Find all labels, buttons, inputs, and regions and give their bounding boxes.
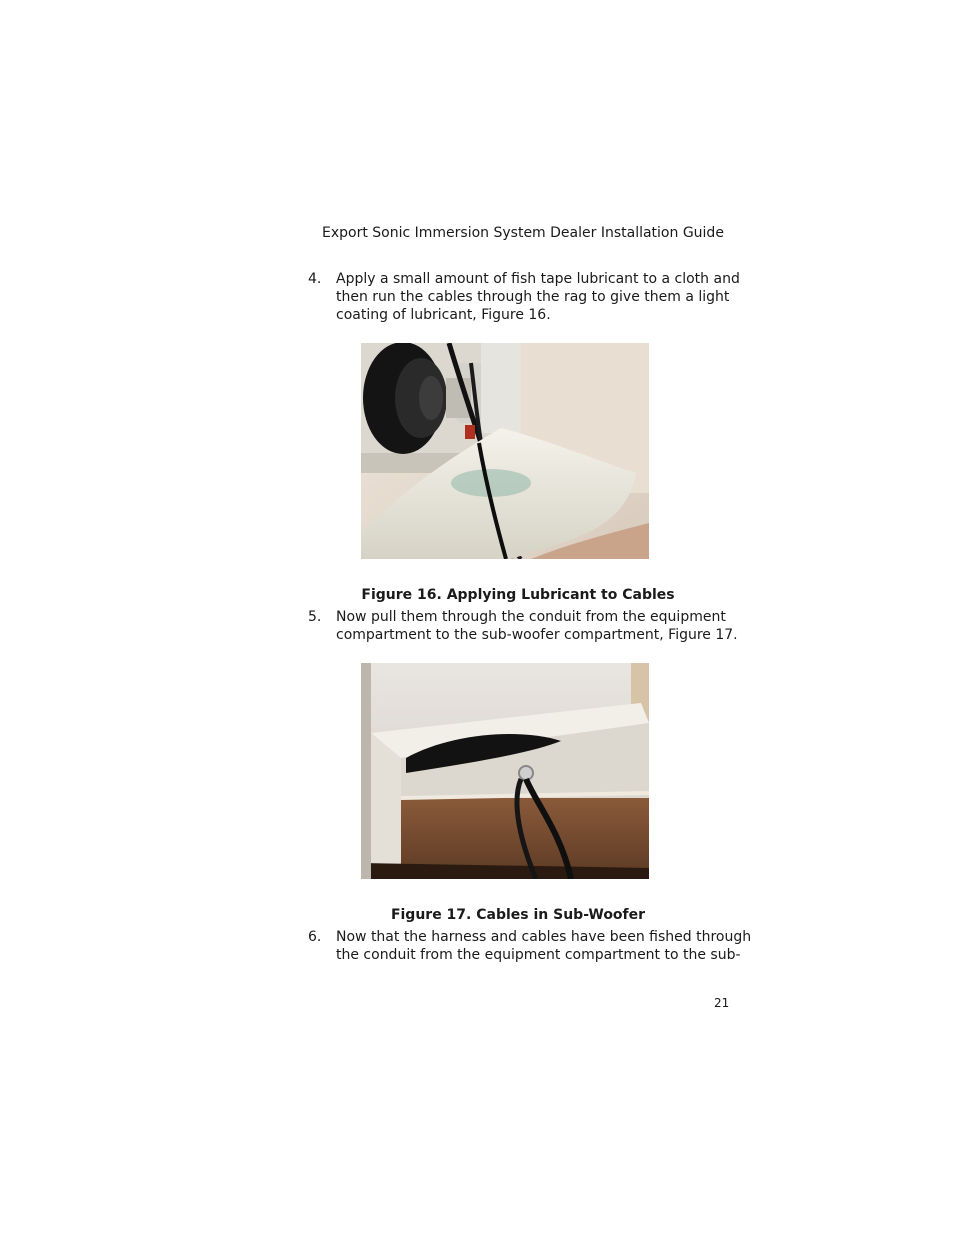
figure-17-caption: Figure 17. Cables in Sub-Woofer xyxy=(390,907,646,923)
step-text-line: Now pull them through the conduit from the equipment xyxy=(336,609,726,625)
step-text-line: coating of lubricant, Figure 16. xyxy=(336,307,551,323)
step-text-line: compartment to the sub-woofer compartment, Figure 17. xyxy=(336,627,738,643)
step-5 xyxy=(308,608,738,644)
running-header: Export Sonic Immersion System Dealer Installation Guide xyxy=(322,225,724,241)
page-number: 21 xyxy=(714,996,730,1010)
figure-16-photo xyxy=(361,343,649,559)
step-text xyxy=(336,608,738,644)
step-number: 5. xyxy=(308,609,322,625)
step-text xyxy=(336,928,752,964)
step-text-line: Now that the harness and cables have been fished through xyxy=(336,929,752,945)
figure-16-caption: Figure 16. Applying Lubricant to Cables xyxy=(361,587,675,603)
figure-17-photo xyxy=(361,663,649,879)
step-text-line: the conduit from the equipment compartment to the sub- xyxy=(336,947,741,963)
step-text-line: Apply a small amount of fish tape lubricant to a cloth and xyxy=(336,271,740,287)
step-text-line: then run the cables through the rag to give them a light xyxy=(336,289,730,305)
step-number: 6. xyxy=(308,929,322,945)
step-6 xyxy=(308,928,752,964)
step-text xyxy=(336,270,740,324)
step-4 xyxy=(308,270,740,324)
step-number: 4. xyxy=(308,271,322,287)
